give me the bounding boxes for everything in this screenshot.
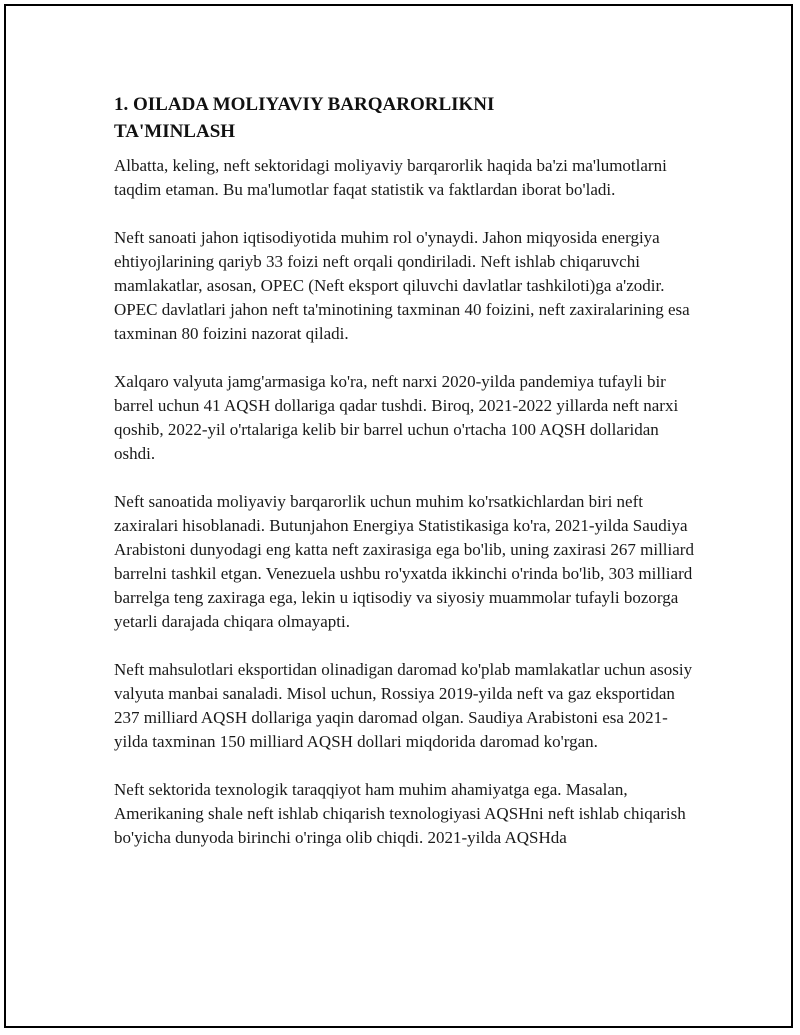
paragraph-intro: Albatta, keling, neft sektoridagi moliyaviy barqarorlik haqida ba'zi ma'lumotlarni taqdim etaman. Bu ma'lumotlar faqat statistik va faktlardan iborat bo'ladi. xyxy=(114,156,667,199)
paragraph-export-revenue: Neft mahsulotlari eksportidan olinadigan daromad ko'plab mamlakatlar uchun asosiy valyuta manbai sanaladi. Misol uchun, Rossiya 2019-yilda neft va gaz eksportidan 237 milliard AQSH dollariga yaqin daromad olgan. Saudiya Arabistoni esa 2021-yilda taxminan 150 milliard AQSH dollari miqdorida daromad ko'rgan. xyxy=(114,660,693,751)
paragraph-oil-price: Xalqaro valyuta jamg'armasiga ko'ra, neft narxi 2020-yilda pandemiya tufayli bir barrel uchun 41 AQSH dollariga qadar tushdi. Biroq, 2021-2022 yillarda neft narxi qoshib, 2022-yil o'rtalariga kelib bir barrel uchun o'rtacha 100 AQSH dollaridan oshdi. xyxy=(114,372,679,463)
paragraph-oil-reserves: Neft sanoatida moliyaviy barqarorlik uchun muhim ko'rsatkichlardan biri neft zaxiralari hisoblanadi. Butunjahon Energiya Statistikasiga ko'ra, 2021-yilda Saudiya Arabistoni dunyodagi eng katta neft zaxirasiga ega bo'lib, uning zaxirasi 267 milliard barrelni tashkil etgan. Venezuela ushbu ro'yxatda ikkinchi o'rinda bo'lib, 303 milliard barrelga teng zaxiraga ega, lekin u iqtisodiy va siyosiy muammolar tufayli bozorga yetarli darajada chiqara olmayapti. xyxy=(114,492,694,631)
document-title: 1. OILADA MOLIYAVIY BARQARORLIKNI TA'MINLASH xyxy=(114,94,495,142)
paragraph-technology: Neft sektorida texnologik taraqqiyot ham muhim ahamiyatga ega. Masalan, Amerikaning shale neft ishlab chiqarish texnologiyasi AQSHni neft ishlab chiqarish bo'yicha dunyoda birinchi o'ringa olib chiqdi. 2021-yilda AQSHda xyxy=(114,780,686,847)
document-body xyxy=(114,91,694,874)
paragraph-oil-industry: Neft sanoati jahon iqtisodiyotida muhim rol o'ynaydi. Jahon miqyosida energiya ehtiyojlarining qariyb 33 foizi neft orqali qondiriladi. Neft ishlab chiqaruvchi mamlakatlar, asosan, OPEC (Neft eksport qiluvchi davlatlar tashkiloti)ga a'zodir. OPEC davlatlari jahon neft ta'minotining taxminan 40 foizini, neft zaxiralarining esa taxminan 80 foizini nazorat qiladi. xyxy=(114,228,690,343)
